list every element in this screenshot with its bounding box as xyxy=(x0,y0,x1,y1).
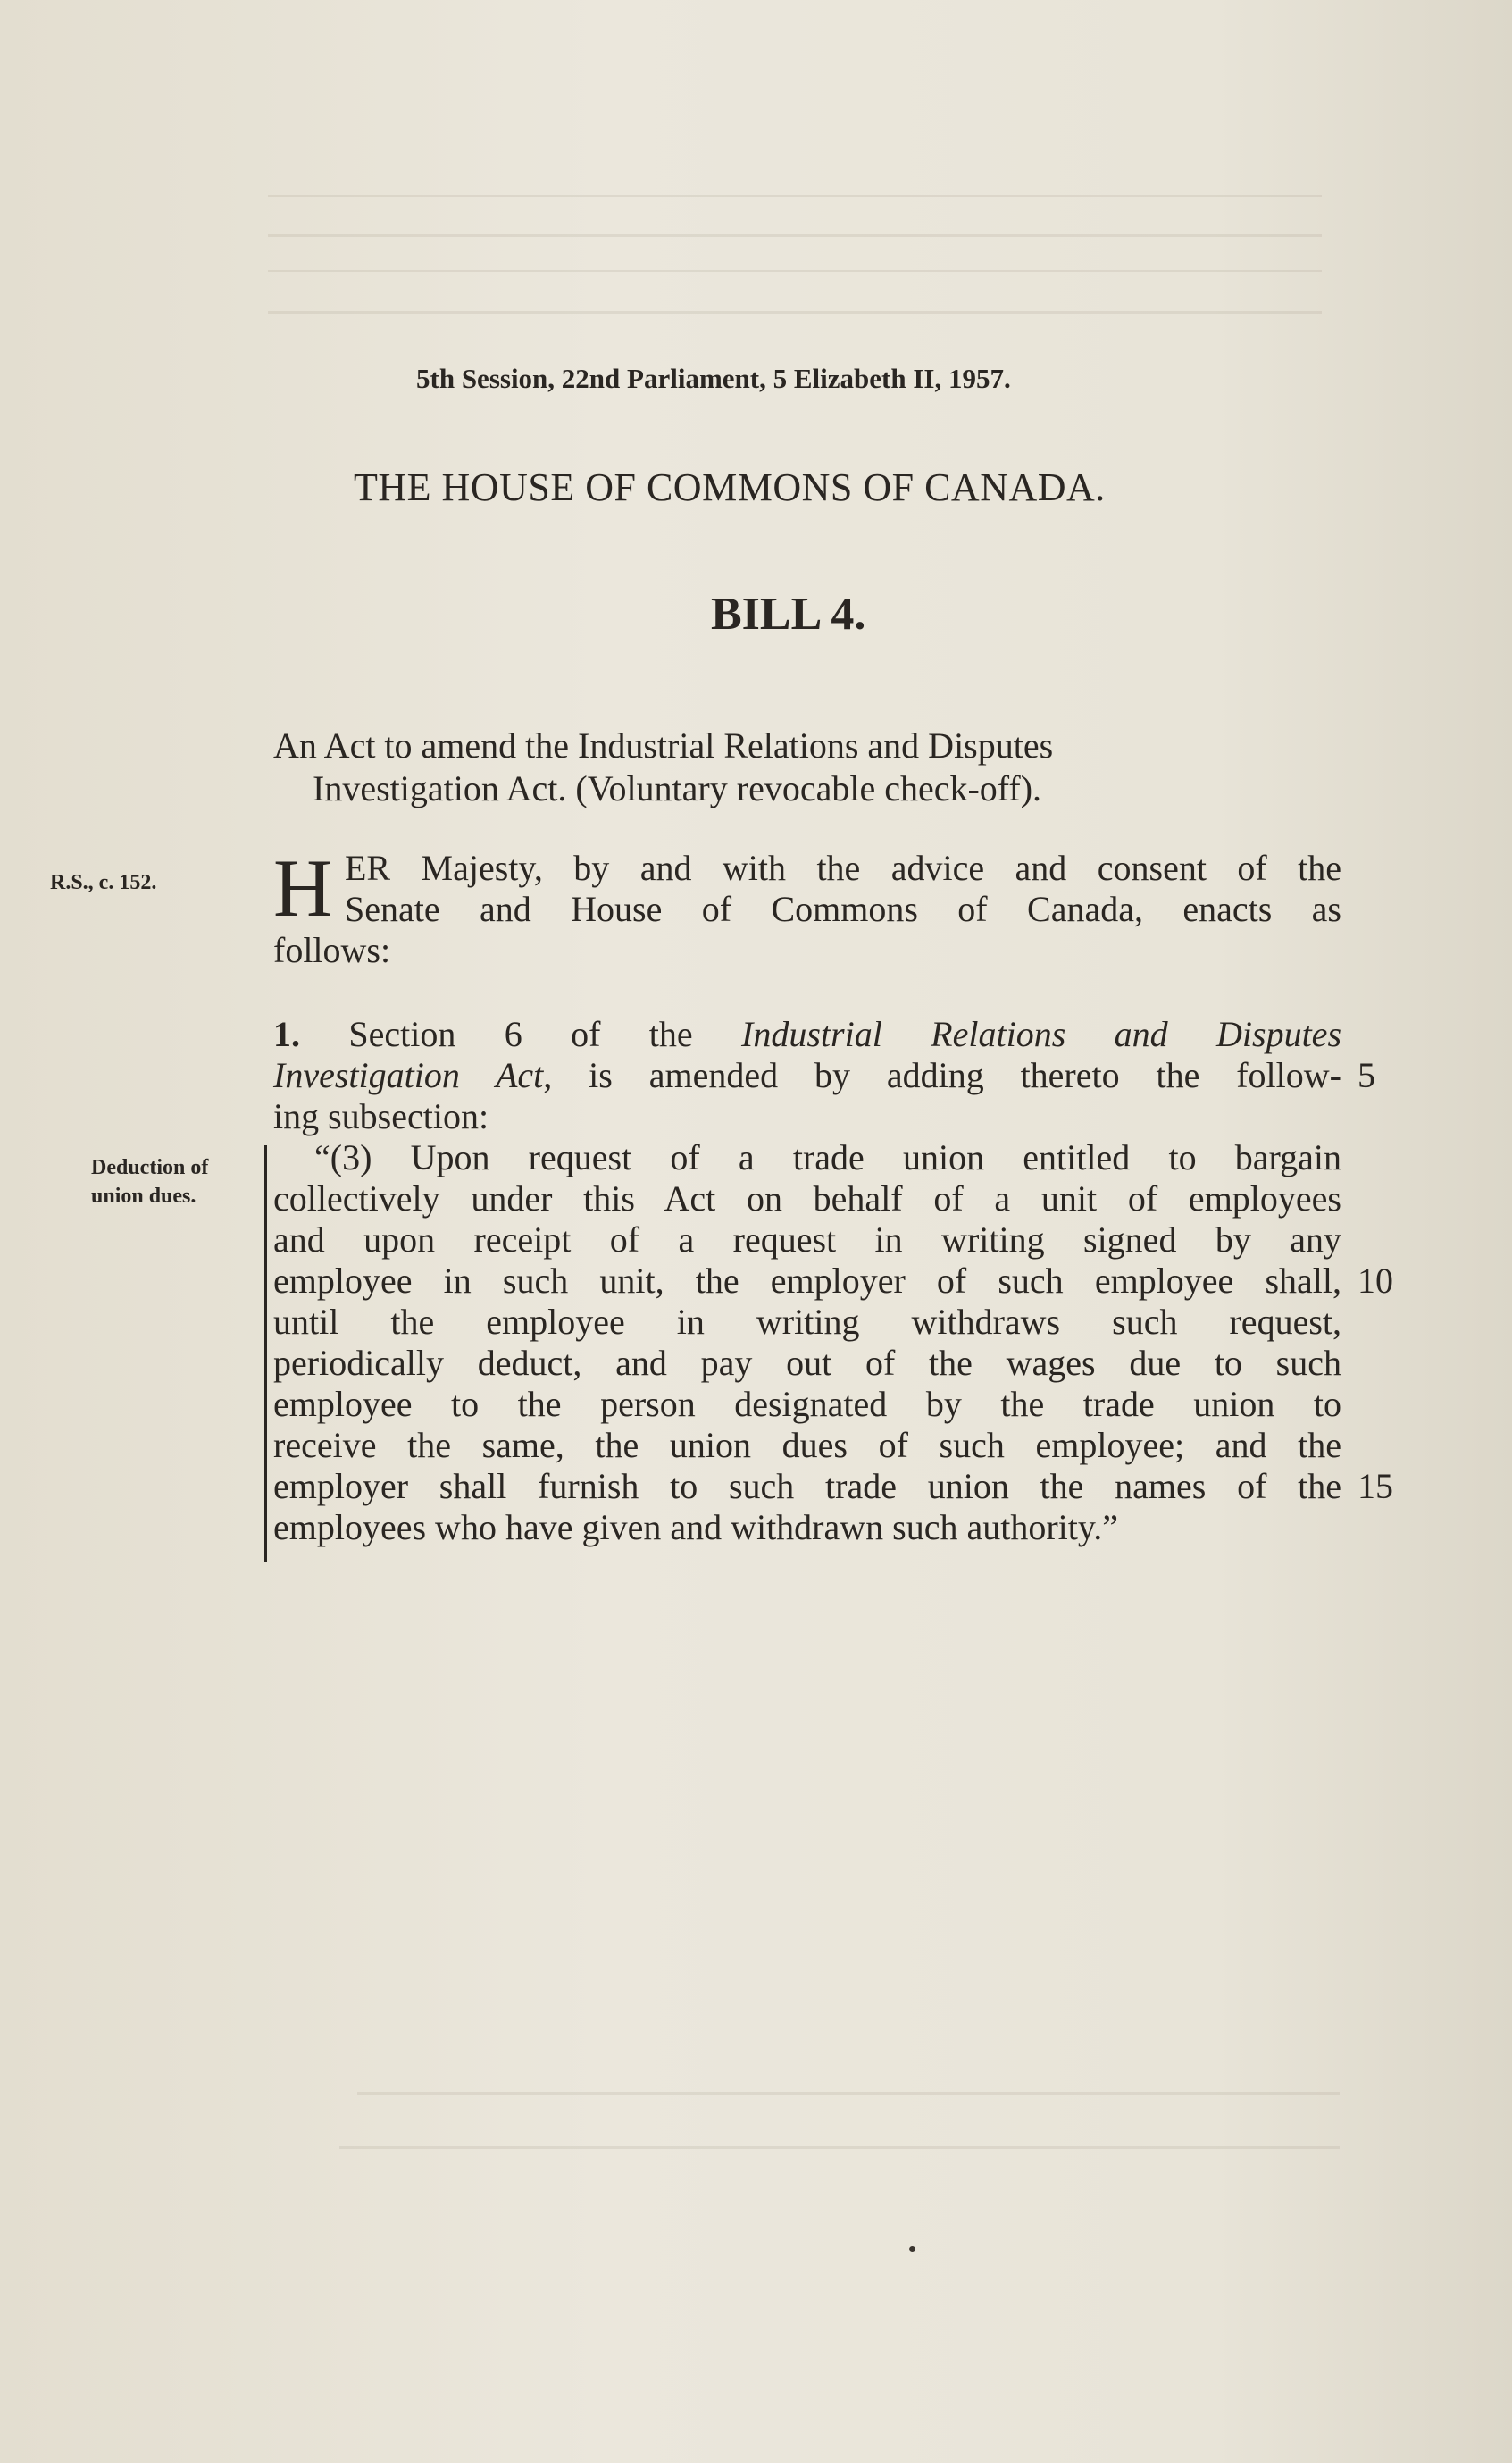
session-line: 5th Session, 22nd Parliament, 5 Elizabeth II, 1957. xyxy=(416,363,1011,394)
section-1-line-1 xyxy=(273,1013,1341,1055)
bleed-through-line xyxy=(268,195,1322,197)
subsection-line: “(3) Upon request of a trade union entitled to bargain xyxy=(314,1137,1341,1177)
act-title-line-2: Investigation Act. (Voluntary revocable check-off). xyxy=(313,768,1042,808)
enacting-line-1: ER Majesty, by and with the advice and consent of the xyxy=(345,848,1341,888)
house-heading: THE HOUSE OF COMMONS OF CANADA. xyxy=(354,465,1106,509)
subsection-line: employees who have given and withdrawn such authority.” xyxy=(273,1507,1119,1547)
enacting-line-3: follows: xyxy=(273,930,391,970)
bleed-through-line xyxy=(268,311,1322,314)
drop-cap: H xyxy=(273,842,333,934)
subsection-line: employer shall furnish to such trade union the names of the xyxy=(273,1466,1341,1506)
subsection-line: until the employee in writing withdraws such request, xyxy=(273,1302,1341,1342)
section-1-line-3: ing subsection: xyxy=(273,1096,489,1136)
section-1-line-2 xyxy=(273,1054,1341,1096)
margin-note-deduction-line-2: union dues. xyxy=(91,1185,196,1208)
bleed-through-line xyxy=(339,2146,1340,2149)
act-name-italic: Industrial Relations and Disputes xyxy=(741,1014,1342,1054)
line-number-5: 5 xyxy=(1357,1055,1375,1095)
margin-note-deduction-line-1: Deduction of xyxy=(91,1156,209,1179)
subsection-line: collectively under this Act on behalf of a unit of employees xyxy=(273,1178,1341,1219)
margin-note-statute: R.S., c. 152. xyxy=(50,871,157,894)
bleed-through-line xyxy=(268,234,1322,237)
bill-number: BILL 4. xyxy=(711,589,866,640)
paper-speck xyxy=(909,2246,915,2252)
margin-note-deduction xyxy=(91,1153,208,1211)
act-title-line-1: An Act to amend the Industrial Relations and Disputes xyxy=(273,725,1054,766)
subsection-line: employee in such unit, the employer of such employee shall, xyxy=(273,1261,1341,1301)
line-number-15: 15 xyxy=(1357,1466,1393,1506)
section-number: 1. xyxy=(273,1014,300,1054)
section-1-text-b: , is amended by adding thereto the follow- xyxy=(543,1055,1341,1095)
subsection-line: and upon receipt of a request in writing signed by any xyxy=(273,1219,1341,1260)
bleed-through-line xyxy=(268,270,1322,272)
subsection-line: employee to the person designated by the trade union to xyxy=(273,1384,1341,1424)
line-number-10: 10 xyxy=(1357,1261,1393,1301)
subsection-line: receive the same, the union dues of such employee; and the xyxy=(273,1425,1341,1465)
act-name-italic: Investigation Act xyxy=(273,1055,544,1095)
margin-rule xyxy=(264,1145,267,1562)
subsection-line: periodically deduct, and pay out of the wages due to such xyxy=(273,1343,1341,1383)
bleed-through-line xyxy=(357,2092,1340,2095)
section-1-text-a: Section 6 of the xyxy=(300,1014,742,1054)
enacting-line-2: Senate and House of Commons of Canada, enacts as xyxy=(345,889,1341,929)
